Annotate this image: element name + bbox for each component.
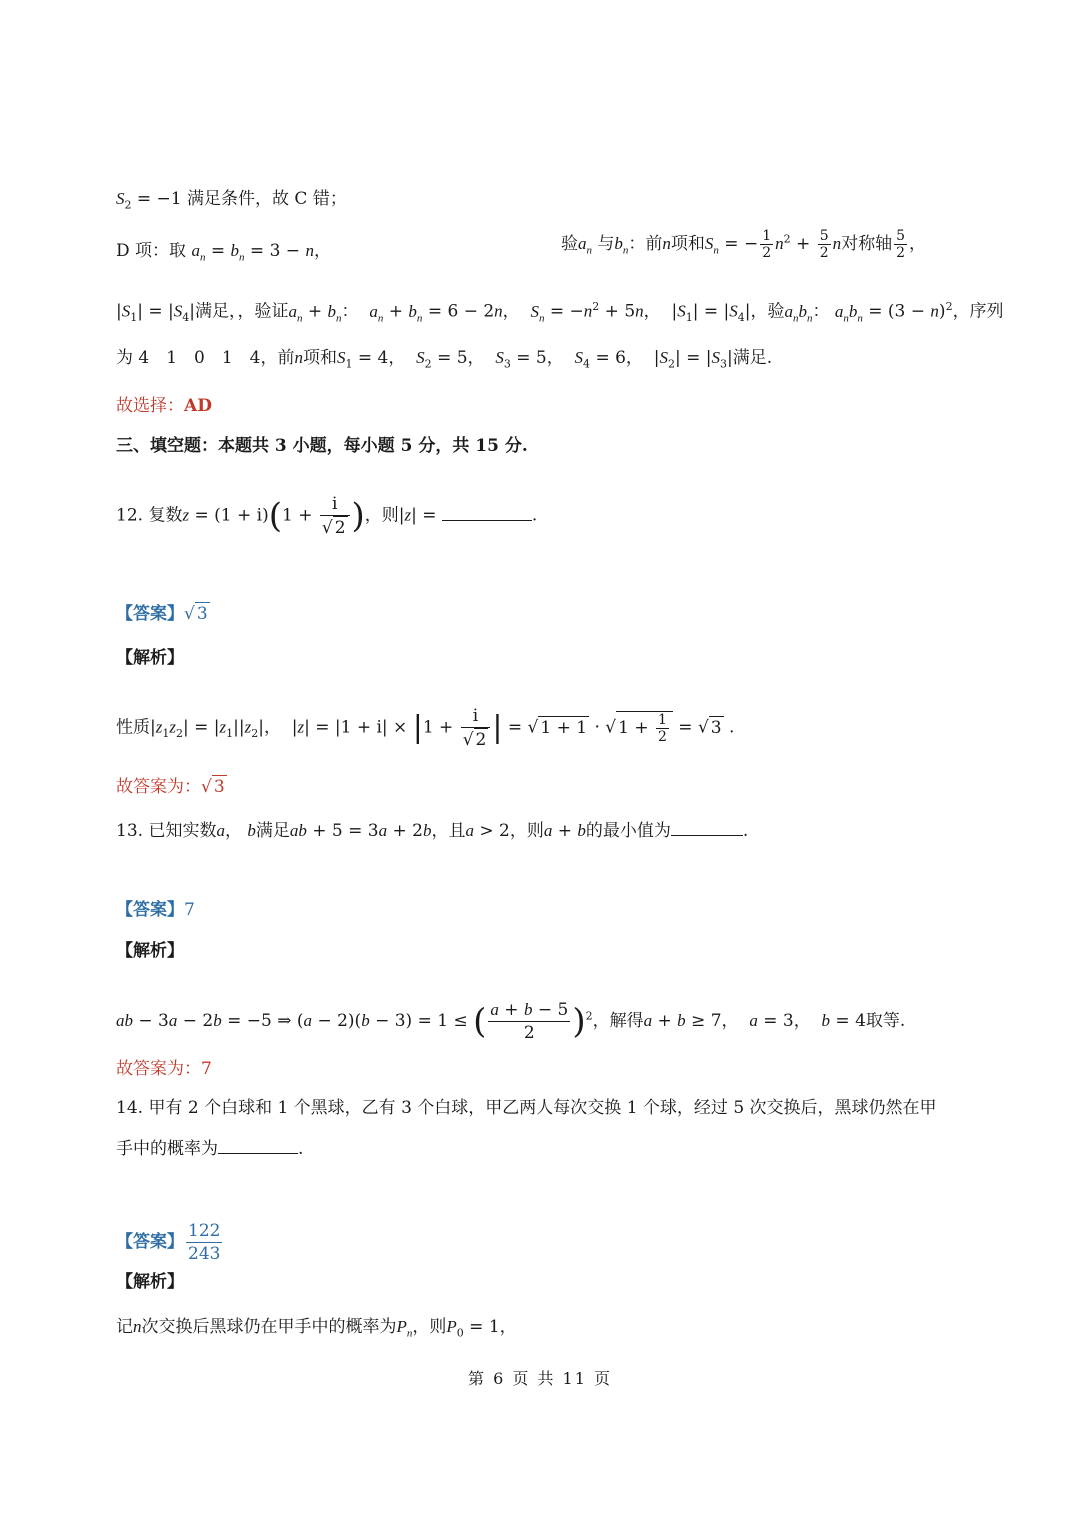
solution-line-c: $S_2 = -1$ 满足条件，故 C 错； — [116, 189, 347, 212]
analysis-14-tag: 【解析】 — [116, 1272, 184, 1292]
fraction: $\frac{1}{2}$ — [762, 228, 772, 261]
solution-line-d: D 项：取 $a_n = b_n = 3 - n$， 验$a_n$ 与$b_n$：前n项和$S_n$ = − $\frac{1}{2}$ $n^2$ + $\frac{5}{2}$ n对称轴 $\frac{5}{2}$ ， — [116, 228, 927, 264]
solution-line-4: 为 4 1 0 1 4，前n项和$S_1 = 4$， $S_2 = 5$， $S_3 = 5$， $S_4 = 6$， $|S_2| = |S_3|$满足. — [116, 348, 773, 371]
fraction: $\frac{i}{√ 2}$ — [461, 705, 491, 751]
analysis-13-tag: 【解析】 — [116, 941, 184, 961]
answer-14: 【答案】 $\frac{122}{243}$ — [116, 1221, 221, 1264]
solution-14: 记n次交换后黑球仍在甲手中的概率为$P_n$，则$P_0 = 1$， — [116, 1317, 517, 1340]
fraction: $\frac{5}{2}$ — [896, 228, 906, 261]
fraction: $\frac{a + b - 5}{2}$ — [490, 1000, 569, 1043]
question-14-line-1: 14. 甲有 2 个白球和 1 个黑球，乙有 3 个白球，甲乙两人每次交换 1 个球，经过 5 次交换后，黑球仍然在甲 — [116, 1098, 937, 1118]
solution-12: 性质$|z_1z_2| = |z_1||z_2|$， |z| = |1 + i| × |1 + $\frac{i}{√ 2}$ | = √ 1 + 1 · √ 1 + $\frac{1}{2}$ = √ 3 . — [116, 706, 735, 750]
question-13: 13. 已知实数a， b满足ab + 5 = 3a + 2b，且a > 2，则a + b的最小值为 . — [116, 821, 749, 841]
answer-blank — [218, 1153, 298, 1154]
text: 满足条件，故 C 错； — [187, 189, 347, 209]
answer-12: 【答案】√ 3 — [116, 604, 208, 624]
answer-blank — [442, 520, 532, 521]
page-footer: 第 6 页 共 11 页 — [468, 1369, 612, 1388]
final-answer-13: 故答案为：7 — [116, 1059, 212, 1079]
question-12: 12. 复数z = (1 + i)(1 + $\frac{i}{√ 2}$ )，则|z| = . — [116, 494, 538, 538]
fraction: $\frac{i}{√ 2}$ — [320, 493, 350, 539]
answer-13: 【答案】7 — [116, 900, 195, 920]
choice-answer: 故选择：AD — [116, 396, 212, 416]
verify-sum-line: 验$a_n$ 与$b_n$：前n项和$S_n$ = − $\frac{1}{2}$ $n^2$ + $\frac{5}{2}$ n对称轴 $\frac{5}{2}$ ， — [561, 228, 927, 261]
fraction: $\frac{5}{2}$ — [819, 228, 829, 261]
fraction: $\frac{1}{2}$ — [657, 711, 667, 745]
answer-blank — [671, 835, 743, 836]
solution-line-3: $|S_1| = |S_4|$满足，，验证$a_n + b_n$： $a_n + b_n = 6 - 2n$， $S_n = -n^2 + 5n$， $|S_1| = |S_4|$，验$a_nb_n$： $a_nb_n = (3 - n)^2$，序列 — [116, 300, 1004, 325]
section-title: 三、填空题：本题共 3 小题，每小题 5 分，共 15 分. — [116, 436, 528, 456]
final-answer-12: 故答案为：√ 3 — [116, 777, 225, 797]
analysis-12-tag: 【解析】 — [116, 648, 184, 668]
solution-13: ab − 3a − 2b = −5 ⇒ (a − 2)(b − 3) = 1 ≤ ( $\frac{a + b - 5}{2}$ )$^2$，解得a + b ≥ 7， a = 3， b = 4取等. — [116, 1000, 906, 1043]
question-14-line-2: 手中的概率为 . — [116, 1139, 304, 1159]
answer-fraction: $\frac{122}{243}$ — [188, 1221, 221, 1264]
